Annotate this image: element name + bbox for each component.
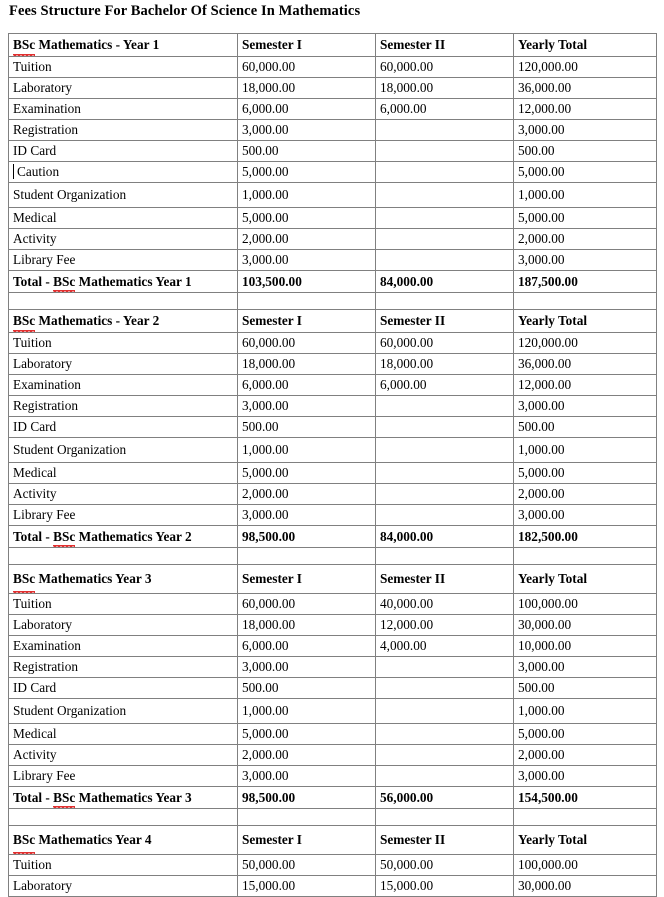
- fee-yearly-total-amount[interactable]: 120,000.00: [514, 57, 657, 78]
- fee-yearly-total-amount[interactable]: 100,000.00: [514, 594, 657, 615]
- fee-yearly-total-amount[interactable]: 3,000.00: [514, 657, 657, 678]
- table-row: [9, 141, 657, 162]
- section-total-semester-2: 84,000.00: [376, 271, 514, 293]
- column-header-semester-1: Semester I: [238, 34, 376, 57]
- fee-item-label[interactable]: Activity: [9, 229, 238, 250]
- fee-semester-1-amount[interactable]: 18,000.00: [238, 78, 376, 99]
- fee-yearly-total-amount[interactable]: 3,000.00: [514, 766, 657, 787]
- fee-yearly-total-amount[interactable]: 500.00: [514, 141, 657, 162]
- fee-semester-2-amount[interactable]: 15,000.00: [376, 876, 514, 897]
- table-row: [9, 162, 657, 183]
- section-total-semester-1: 98,500.00: [238, 787, 376, 809]
- fee-semester-2-amount[interactable]: 60,000.00: [376, 57, 514, 78]
- fee-item-label[interactable]: Laboratory: [9, 354, 238, 375]
- column-header-semester-2: Semester II: [376, 34, 514, 57]
- spellcheck-word: BSc: [13, 566, 35, 592]
- table-row: [9, 484, 657, 505]
- section-header-row-year-3: [9, 565, 657, 594]
- fee-item-label[interactable]: Library Fee: [9, 505, 238, 526]
- fee-item-label[interactable]: Student Organization: [9, 183, 238, 208]
- fee-item-label[interactable]: Examination: [9, 99, 238, 120]
- table-row: [9, 657, 657, 678]
- fee-semester-1-amount[interactable]: 5,000.00: [238, 463, 376, 484]
- table-row: [9, 78, 657, 99]
- fee-semester-2-amount[interactable]: 18,000.00: [376, 78, 514, 99]
- fee-semester-2-amount[interactable]: [376, 396, 514, 417]
- spacer-cell: [238, 809, 376, 826]
- spacer-cell: [376, 809, 514, 826]
- table-row: [9, 678, 657, 699]
- fee-item-label[interactable]: Examination: [9, 375, 238, 396]
- table-row: [9, 724, 657, 745]
- spellcheck-word: BSc: [13, 827, 35, 853]
- fee-yearly-total-amount[interactable]: 10,000.00: [514, 636, 657, 657]
- fee-semester-1-amount[interactable]: 6,000.00: [238, 636, 376, 657]
- fee-item-label[interactable]: Caution: [9, 162, 238, 183]
- spacer-cell: [9, 809, 238, 826]
- fee-item-label[interactable]: Tuition: [9, 594, 238, 615]
- fee-item-label[interactable]: Library Fee: [9, 250, 238, 271]
- fee-yearly-total-amount[interactable]: 1,000.00: [514, 183, 657, 208]
- column-header-yearly-total: Yearly Total: [514, 34, 657, 57]
- fee-item-label[interactable]: Registration: [9, 657, 238, 678]
- fee-semester-2-amount[interactable]: 18,000.00: [376, 354, 514, 375]
- section-title-year-1: BSc Mathematics - Year 1: [9, 34, 238, 57]
- fee-yearly-total-amount[interactable]: 12,000.00: [514, 375, 657, 396]
- fee-semester-2-amount[interactable]: [376, 724, 514, 745]
- fee-semester-2-amount[interactable]: [376, 438, 514, 463]
- fee-semester-2-amount[interactable]: 40,000.00: [376, 594, 514, 615]
- fee-semester-1-amount[interactable]: 5,000.00: [238, 162, 376, 183]
- section-total-label: Total - BSc Mathematics Year 1: [9, 271, 238, 293]
- spacer-cell: [514, 809, 657, 826]
- fee-semester-2-amount[interactable]: 50,000.00: [376, 855, 514, 876]
- fee-item-label[interactable]: ID Card: [9, 141, 238, 162]
- table-row: [9, 375, 657, 396]
- table-row: [9, 417, 657, 438]
- fee-semester-1-amount[interactable]: 2,000.00: [238, 745, 376, 766]
- fee-semester-1-amount[interactable]: 15,000.00: [238, 876, 376, 897]
- fee-semester-2-amount[interactable]: [376, 229, 514, 250]
- table-row: [9, 208, 657, 229]
- fee-semester-2-amount[interactable]: 4,000.00: [376, 636, 514, 657]
- fee-semester-2-amount[interactable]: [376, 766, 514, 787]
- spacer-cell: [238, 548, 376, 565]
- fee-semester-1-amount[interactable]: 1,000.00: [238, 699, 376, 724]
- table-spacer-row-year-4: [9, 809, 657, 826]
- column-header-semester-2: Semester II: [376, 826, 514, 855]
- fee-item-label[interactable]: Tuition: [9, 333, 238, 354]
- fee-semester-1-amount[interactable]: 5,000.00: [238, 724, 376, 745]
- fee-item-label[interactable]: Tuition: [9, 855, 238, 876]
- column-header-yearly-total: Yearly Total: [514, 565, 657, 594]
- fee-semester-1-amount[interactable]: 50,000.00: [238, 855, 376, 876]
- fee-yearly-total-amount[interactable]: 5,000.00: [514, 162, 657, 183]
- fee-item-label[interactable]: Laboratory: [9, 615, 238, 636]
- fee-semester-2-amount[interactable]: [376, 745, 514, 766]
- fee-semester-2-amount[interactable]: [376, 208, 514, 229]
- fee-item-label[interactable]: Tuition: [9, 57, 238, 78]
- fee-semester-2-amount[interactable]: [376, 657, 514, 678]
- fee-semester-1-amount[interactable]: 2,000.00: [238, 484, 376, 505]
- fee-semester-2-amount[interactable]: [376, 162, 514, 183]
- fee-semester-2-amount[interactable]: [376, 678, 514, 699]
- fee-semester-2-amount[interactable]: 12,000.00: [376, 615, 514, 636]
- spacer-cell: [9, 548, 238, 565]
- column-header-semester-1: Semester I: [238, 565, 376, 594]
- fee-semester-2-amount[interactable]: [376, 250, 514, 271]
- fee-yearly-total-amount[interactable]: 1,000.00: [514, 699, 657, 724]
- fee-semester-2-amount[interactable]: [376, 699, 514, 724]
- section-title-year-4: BSc Mathematics Year 4: [9, 826, 238, 855]
- fee-semester-2-amount[interactable]: [376, 463, 514, 484]
- table-row: [9, 250, 657, 271]
- fee-yearly-total-amount[interactable]: 120,000.00: [514, 333, 657, 354]
- fee-yearly-total-amount[interactable]: 3,000.00: [514, 505, 657, 526]
- fee-semester-2-amount[interactable]: [376, 417, 514, 438]
- spellcheck-word: BSc: [13, 311, 35, 331]
- table-row: [9, 615, 657, 636]
- spacer-cell: [9, 293, 238, 310]
- fee-item-label[interactable]: Laboratory: [9, 78, 238, 99]
- fee-item-label[interactable]: Medical: [9, 463, 238, 484]
- section-total-semester-2: 84,000.00: [376, 526, 514, 548]
- fee-yearly-total-amount[interactable]: 2,000.00: [514, 229, 657, 250]
- fee-yearly-total-amount[interactable]: 500.00: [514, 678, 657, 699]
- section-total-row-year-2: [9, 526, 657, 548]
- section-total-label: Total - BSc Mathematics Year 2: [9, 526, 238, 548]
- section-title-year-2: BSc Mathematics - Year 2: [9, 310, 238, 333]
- fee-semester-1-amount[interactable]: 60,000.00: [238, 333, 376, 354]
- fee-item-label[interactable]: Library Fee: [9, 766, 238, 787]
- fees-structure-table: [8, 33, 657, 897]
- fee-yearly-total-amount[interactable]: 100,000.00: [514, 855, 657, 876]
- table-row: [9, 876, 657, 897]
- fee-yearly-total-amount[interactable]: 3,000.00: [514, 396, 657, 417]
- table-spacer-row-year-2: [9, 293, 657, 310]
- fee-semester-1-amount[interactable]: 3,000.00: [238, 505, 376, 526]
- fee-semester-1-amount[interactable]: 1,000.00: [238, 183, 376, 208]
- spacer-cell: [514, 293, 657, 310]
- fee-item-label[interactable]: Laboratory: [9, 876, 238, 897]
- column-header-semester-1: Semester I: [238, 310, 376, 333]
- spellcheck-word: BSc: [13, 35, 35, 55]
- table-spacer-row-year-3: [9, 548, 657, 565]
- fee-semester-2-amount[interactable]: 6,000.00: [376, 375, 514, 396]
- table-body: [9, 34, 657, 897]
- page-title: Fees Structure For Bachelor Of Science In Mathematics: [9, 3, 361, 19]
- fee-item-label[interactable]: Activity: [9, 484, 238, 505]
- column-header-semester-2: Semester II: [376, 310, 514, 333]
- column-header-yearly-total: Yearly Total: [514, 826, 657, 855]
- section-title-year-3: BSc Mathematics Year 3: [9, 565, 238, 594]
- fee-semester-1-amount[interactable]: 60,000.00: [238, 57, 376, 78]
- fee-semester-1-amount[interactable]: 3,000.00: [238, 250, 376, 271]
- table-row: [9, 594, 657, 615]
- section-total-row-year-3: [9, 787, 657, 809]
- fee-semester-1-amount[interactable]: 500.00: [238, 141, 376, 162]
- fee-yearly-total-amount[interactable]: 36,000.00: [514, 354, 657, 375]
- fee-yearly-total-amount[interactable]: 30,000.00: [514, 615, 657, 636]
- fee-yearly-total-amount[interactable]: 3,000.00: [514, 120, 657, 141]
- fee-item-label[interactable]: ID Card: [9, 678, 238, 699]
- fee-semester-1-amount[interactable]: 500.00: [238, 678, 376, 699]
- fee-yearly-total-amount[interactable]: 3,000.00: [514, 250, 657, 271]
- section-total-label: Total - BSc Mathematics Year 3: [9, 787, 238, 809]
- table-row: [9, 183, 657, 208]
- section-total-yearly: 182,500.00: [514, 526, 657, 548]
- fee-semester-1-amount[interactable]: 5,000.00: [238, 208, 376, 229]
- fee-semester-2-amount[interactable]: [376, 505, 514, 526]
- fee-item-label[interactable]: Activity: [9, 745, 238, 766]
- section-total-row-year-1: [9, 271, 657, 293]
- fee-yearly-total-amount[interactable]: 2,000.00: [514, 745, 657, 766]
- table-row: [9, 463, 657, 484]
- spellcheck-word: BSc: [53, 273, 76, 289]
- fee-semester-1-amount[interactable]: 1,000.00: [238, 438, 376, 463]
- table-row: [9, 505, 657, 526]
- section-header-row-year-4: [9, 826, 657, 855]
- fee-semester-1-amount[interactable]: 3,000.00: [238, 120, 376, 141]
- fee-semester-1-amount[interactable]: 3,000.00: [238, 396, 376, 417]
- fee-item-label[interactable]: Registration: [9, 120, 238, 141]
- fee-semester-1-amount[interactable]: 6,000.00: [238, 99, 376, 120]
- table-row: [9, 766, 657, 787]
- table-row: [9, 438, 657, 463]
- fee-yearly-total-amount[interactable]: 30,000.00: [514, 876, 657, 897]
- column-header-semester-1: Semester I: [238, 826, 376, 855]
- fee-semester-1-amount[interactable]: 6,000.00: [238, 375, 376, 396]
- fee-yearly-total-amount[interactable]: 5,000.00: [514, 208, 657, 229]
- fee-semester-2-amount[interactable]: [376, 484, 514, 505]
- section-total-semester-1: 103,500.00: [238, 271, 376, 293]
- fee-yearly-total-amount[interactable]: 12,000.00: [514, 99, 657, 120]
- fee-semester-1-amount[interactable]: 18,000.00: [238, 615, 376, 636]
- fee-semester-2-amount[interactable]: 6,000.00: [376, 99, 514, 120]
- spacer-cell: [376, 293, 514, 310]
- spacer-cell: [376, 548, 514, 565]
- fee-semester-1-amount[interactable]: 500.00: [238, 417, 376, 438]
- column-header-semester-2: Semester II: [376, 565, 514, 594]
- fee-item-label[interactable]: Registration: [9, 396, 238, 417]
- fee-item-label[interactable]: Student Organization: [9, 699, 238, 724]
- table-row: [9, 333, 657, 354]
- fee-yearly-total-amount[interactable]: 5,000.00: [514, 463, 657, 484]
- fee-semester-2-amount[interactable]: 60,000.00: [376, 333, 514, 354]
- fee-semester-2-amount[interactable]: [376, 120, 514, 141]
- fee-semester-1-amount[interactable]: 3,000.00: [238, 657, 376, 678]
- fee-semester-1-amount[interactable]: 60,000.00: [238, 594, 376, 615]
- spacer-cell: [514, 548, 657, 565]
- fee-yearly-total-amount[interactable]: 5,000.00: [514, 724, 657, 745]
- fee-item-label[interactable]: ID Card: [9, 417, 238, 438]
- spellcheck-word: BSc: [53, 789, 76, 805]
- section-total-yearly: 154,500.00: [514, 787, 657, 809]
- fee-semester-2-amount[interactable]: [376, 141, 514, 162]
- table-row: [9, 99, 657, 120]
- table-row: [9, 636, 657, 657]
- table-row: [9, 229, 657, 250]
- fee-semester-1-amount[interactable]: 2,000.00: [238, 229, 376, 250]
- table-row: [9, 354, 657, 375]
- section-total-semester-2: 56,000.00: [376, 787, 514, 809]
- section-header-row-year-2: [9, 310, 657, 333]
- fee-item-label[interactable]: Medical: [9, 208, 238, 229]
- table-row: [9, 855, 657, 876]
- section-header-row-year-1: [9, 34, 657, 57]
- table-row: [9, 396, 657, 417]
- fee-semester-1-amount[interactable]: 18,000.00: [238, 354, 376, 375]
- fee-yearly-total-amount[interactable]: 1,000.00: [514, 438, 657, 463]
- table-row: [9, 57, 657, 78]
- table-row: [9, 699, 657, 724]
- fee-semester-2-amount[interactable]: [376, 183, 514, 208]
- table-row: [9, 745, 657, 766]
- fee-semester-1-amount[interactable]: 3,000.00: [238, 766, 376, 787]
- fee-item-label[interactable]: Medical: [9, 724, 238, 745]
- section-total-semester-1: 98,500.00: [238, 526, 376, 548]
- text-cursor-caret: [13, 164, 14, 179]
- spacer-cell: [238, 293, 376, 310]
- column-header-yearly-total: Yearly Total: [514, 310, 657, 333]
- fee-item-label[interactable]: Student Organization: [9, 438, 238, 463]
- section-total-yearly: 187,500.00: [514, 271, 657, 293]
- table-row: [9, 120, 657, 141]
- spellcheck-word: BSc: [53, 528, 76, 544]
- fee-yearly-total-amount[interactable]: 2,000.00: [514, 484, 657, 505]
- fee-yearly-total-amount[interactable]: 500.00: [514, 417, 657, 438]
- fee-item-label[interactable]: Examination: [9, 636, 238, 657]
- fee-yearly-total-amount[interactable]: 36,000.00: [514, 78, 657, 99]
